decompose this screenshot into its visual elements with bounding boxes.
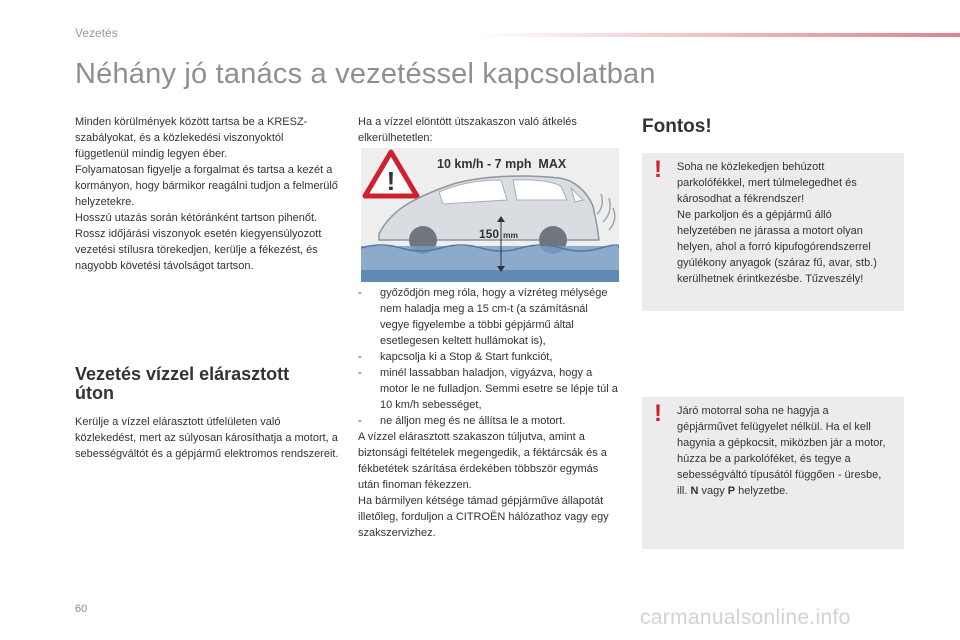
intro-paragraph: Hosszú utazás során kétóránként tartson pihenőt. xyxy=(75,212,318,224)
flood-heading: Vezetés vízzel elárasztott úton xyxy=(75,364,290,403)
gear-n-label: N xyxy=(690,485,699,497)
watermark: carmanualsonline.info xyxy=(640,606,851,629)
warning-triangle-icon xyxy=(365,152,417,196)
warning-text: helyzetbe. xyxy=(735,485,789,497)
warning-paragraph: Soha ne közlekedjen behúzott parkolófékkel, mert túlmelegedhet és károsodhat a fékrendszer! xyxy=(677,161,857,205)
list-item xyxy=(358,349,620,365)
water-icon xyxy=(361,245,619,282)
depth-value: 150 xyxy=(479,227,500,241)
bullet-text: kapcsolja ki a Stop & Start funkciót, xyxy=(380,351,553,363)
bullet-dash: - xyxy=(358,415,362,427)
warning-text: Járó motorral soha ne hagyja a gépjárművet felügyelet nélkül. Ha el kell hagynia a gépkocsit, miközben jár a motor, húzza be a parkolóféket, és tegye a sebességváltó típusától függően - üresbe, ill. xyxy=(677,405,886,497)
warning-paragraph xyxy=(677,403,890,499)
flood-intro: Ha a vízzel elöntött útszakaszon való átkelés elkerülhetetlen: xyxy=(358,116,577,144)
flood-instructions-column xyxy=(358,114,618,146)
depth-unit: mm xyxy=(503,230,519,240)
after-paragraph: A vízzel elárasztott szakaszon túljutva, amint a biztonsági feltételek megengedik, a féktárcsák és a fékbetétek szárítása érdekében többször egymás után finoman fékezzen. xyxy=(358,431,607,491)
list-item xyxy=(358,285,620,349)
intro-paragraph: Folyamatosan figyelje a forgalmat és tartsa a kezét a kormányon, hogy bármikor reagálni tudjon a felmerülő helyzetekre. xyxy=(75,164,338,208)
exclamation-icon: ! xyxy=(654,156,662,183)
speed-label: 10 km/h - 7 mph MAX xyxy=(437,157,567,171)
warning-paragraph: Ne parkoljon és a gépjármű álló helyzetében ne járassa a motort olyan helyen, ahol a forró kipufogórendszerrel gyúlékony anyagok (száraz fű, avar, stb.) kerülhetnek érintkezésbe. Tűzveszély! xyxy=(677,209,877,285)
warning-box-unattended xyxy=(642,397,904,549)
splash-icon xyxy=(597,194,615,230)
warning-text: vagy xyxy=(698,485,728,497)
warning-mark: ! xyxy=(386,166,396,196)
bullet-dash: - xyxy=(358,367,362,379)
header-rule xyxy=(480,33,960,37)
fontos-heading: Fontos! xyxy=(642,116,712,137)
flood-steps-column xyxy=(358,285,620,541)
intro-column xyxy=(75,114,340,274)
intro-paragraph: Rossz időjárási viszonyok esetén kiegyensúlyozott vezetési stílusra törekedjen, kerülje a fékezést, és nagyobb követési távolságot tartson. xyxy=(75,228,322,272)
flooded-car-illustration xyxy=(361,148,619,282)
bullet-dash: - xyxy=(358,287,362,299)
flood-paragraph: Kerülje a vízzel elárasztott útfelületen való közlekedést, mert az súlyosan károsíthatja a motort, a sebességváltót és a gépjármű elektromos rendszereit. xyxy=(75,416,339,460)
page-title: Néhány jó tanács a vezetéssel kapcsolatban xyxy=(75,58,656,90)
bullet-text: minél lassabban haladjon, vigyázva, hogy a motor le ne fulladjon. Semmi esetre se lépje túl a 10 km/h sebességet, xyxy=(380,367,618,411)
section-tab: Vezetés xyxy=(75,26,118,40)
page-number: 60 xyxy=(75,603,88,615)
flooded-car-figure xyxy=(361,148,619,282)
gear-p-label: P xyxy=(727,485,736,497)
list-item xyxy=(358,413,620,429)
bullet-text: győződjön meg róla, hogy a vízréteg mélysége nem haladja meg a 15 cm-t (a számításnál vegye figyelembe a többi gépjármű által esetlegesen keltett hullámokat is), xyxy=(380,287,608,347)
warning-box-parking xyxy=(642,153,904,311)
after-paragraph: Ha bármilyen kétsége támad gépjárműve állapotát illetőleg, forduljon a CITROËN hálózathoz vagy egy szakszervizhez. xyxy=(358,495,609,539)
bullet-text: ne álljon meg és ne állítsa le a motort. xyxy=(380,415,566,427)
bullet-dash: - xyxy=(358,351,362,363)
list-item xyxy=(358,365,620,413)
exclamation-icon: ! xyxy=(654,400,662,427)
intro-paragraph: Minden körülmények között tartsa be a KRESZ-szabályokat, és a közlekedési viszonyoktól függetlenül mindig legyen éber. xyxy=(75,116,308,160)
flood-text-column xyxy=(75,414,340,462)
